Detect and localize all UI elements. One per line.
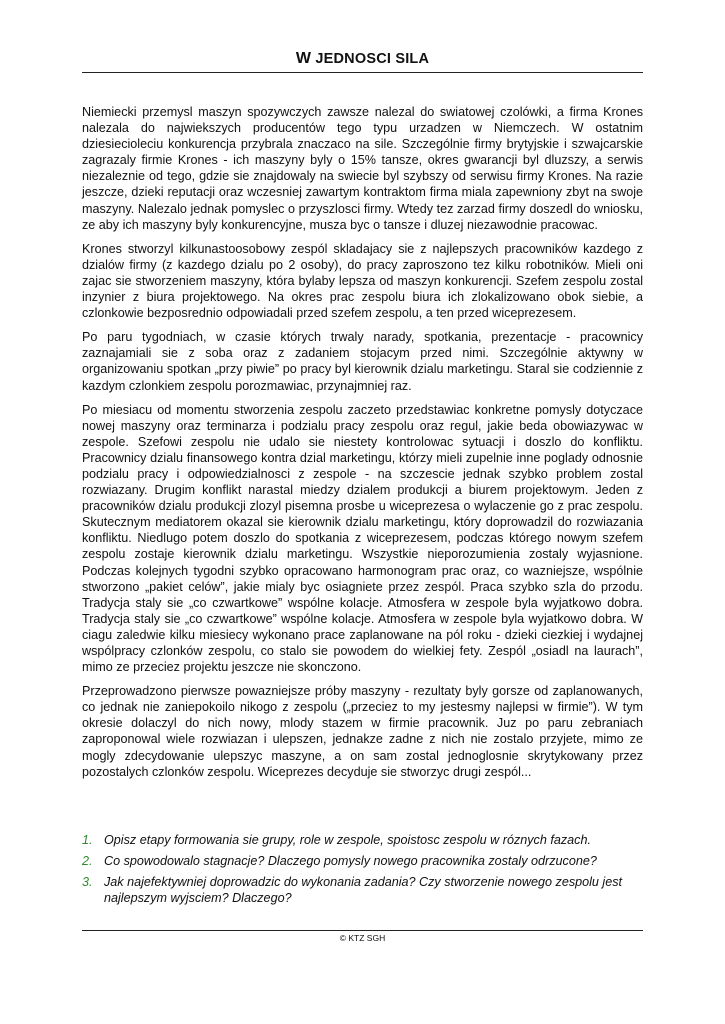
question-list xyxy=(82,832,643,911)
footer-divider xyxy=(82,930,643,931)
paragraph: Przeprowadzono pierwsze powazniejsze próby maszyny - rezultaty byly gorsze od zaplanowanych, co jednak nie zaniepokoilo nikogo z zespolu („przeciez to my jestesmy najlepsi w firmie”). W tym okresie dolaczyl do nich nowy, mlody stazem w firmie pracownik. Juz po paru zebraniach zaproponowal wiele rozwiazan i ulepszen, jednakze zadne z nich nie zostalo przyjete, mimo ze mogly zdecydowanie ulepszyc maszyne, a on sam zostal jednoglosnie skrytykowany przez pozostalych czlonków zespolu. Wiceprezes decyduje sie stworzyc drugi zespól... xyxy=(82,684,643,779)
question-text: Opisz etapy formowania sie grupy, role w zespole, spoistosc zespolu w róznych fazach. xyxy=(104,833,591,847)
question-number: 1. xyxy=(82,833,93,847)
question-number: 3. xyxy=(82,875,93,890)
paragraph: Krones stworzyl kilkunastoosobowy zespól skladajacy sie z najlepszych pracowników kazdego z dzialów firmy (z kazdego dzialu po 2 osoby), do pracy zaproszono tez kilku robotników. Mieli oni zajac sie stworzeniem maszyny, która bylaby lepsza od maszyn konkurencji. Szefem zespolu zostal inzynier z biura projektowego. Na okres prac zespolu biura ich zlokalizowano obok siebie, a czlonkowie bezposrednio odpowiadali przed szefem zespolu, a ten przed wiceprezesem. xyxy=(82,241,643,321)
page-title xyxy=(296,51,429,67)
question-text: Co spowodowalo stagnacje? Dlaczego pomysly nowego pracownika zostaly odrzucone? xyxy=(104,854,597,869)
question-number: 2. xyxy=(82,854,93,869)
paragraph: Po miesiacu od momentu stworzenia zespolu zaczeto przedstawiac konkretne pomysly dotyczace nowej maszyny oraz terminarza i podzialu pracy zespolu oraz regul, jakie beda obowiazywac w zespole. Szefowi zespolu nie udalo sie niestety kontrolowac sytuacji i doszlo do konfliktu. Pracownicy dzialu finansowego kontra dzial marketingu, którzy mieli zupelnie inne poglady odnosnie podzialu pracy i odpowiedzialnosci z zespole - na szczescie jednak szybko problem zostal rozwiazany. Drugim konflikt narastal miedzy dzialem produkcji a biurem projektowym. Jeden z pracowników dzialu produkcji zlozyl pisemna prosbe u wiceprezesa o wylaczenie go z prac zespolu. Skutecznym mediatorem okazal sie kierownik dzialu marketingu, który doprowadzil do rozwiazania konfliktu. Niedlugo potem doszlo do spotkania z wiceprezesem, podczas którego nowym szefem zespolu zostaje kierownik dzialu marketingu. Wszystkie nieporozumienia zostaly wyjasnione. Podczas kolejnych tygodni szybko opracowano harmonogram prac oraz, co wazniejsze, wspólnie stworzono „pakiet celów”, jakie mialy byc osiagniete przez zespól. Praca szybko szla do przodu. Tradycja staly sie „co czwartkowe” wspólne kolacje. Atmosfera w zespole byla wyjatkowo dobra. Tradycja staly sie „co czwartkowe” wspólne kolacje. Atmosfera w zespole byla wyjatkowo dobra. W ciagu zaledwie kilku miesiecy wykonano prace zaplanowane na pól roku - dzieki ciezkiej i wydajnej wspólpracy czlonków zespolu, co stalo sie powodem do wielkiej fety. Zespól „osiadl na laurach”, mimo ze przeciez projektu jeszcze nie skonczono. xyxy=(82,402,643,675)
question-item xyxy=(82,832,643,848)
title-initial: W xyxy=(295,50,312,67)
paragraph: Po paru tygodniach, w czasie których trwaly narady, spotkania, prezentacje - pracownicy zaznajamiali sie z soba oraz z zadaniem stojacym przed nimi. Szczególnie aktywny w organizowaniu spotkan „przy piwie” po pracy byl kierownik dzialu marketingu. Staral sie codziennie z kazdym czlonkiem zespolu porozmawiac, przynajmniej raz. xyxy=(82,330,643,393)
document-body xyxy=(82,104,643,788)
title-block xyxy=(82,50,643,73)
question-text: Jak najefektywniej doprowadzic do wykonania zadania? Czy stworzenie nowego zespolu jest najlepszym wyjsciem? Dlaczego? xyxy=(104,875,623,906)
question-item xyxy=(82,874,643,906)
paragraph: Niemiecki przemysl maszyn spozywczych zawsze nalezal do swiatowej czolówki, a firma Krones nalezala do najwiekszych producentów tego typu urzadzen w Niemczech. W ostatnim dziesiecioleciu konkurencja przybrala znaczaco na sile. Szczególnie firmy brytyjskie i szwajcarskie zagrazaly firmie Krones - ich maszyny byly o 15% tansze, okres gwarancji byl dluzszy, a serwis niezaleznie od tego, gdzie sie znajdowaly na swiecie byl szybszy od serwisu firmy Krones. Na razie jeszcze, dzieki reputacji oraz wczesniej zawartym kontraktom firma miala zapewniony zbyt na swoje maszyny. Nalezalo jednak pomyslec o przyszlosci firmy. Wtedy tez zarzad firmy doszedl do wniosku, ze aby ich maszyny byly konkurencyjne, musza byc o tansze i dluzej niezawodnie pracowac. xyxy=(82,105,643,232)
title-rest: JEDNOSCI SILA xyxy=(315,51,430,67)
question-item xyxy=(82,853,643,869)
footer-copyright: © KTZ SGH xyxy=(339,933,386,943)
